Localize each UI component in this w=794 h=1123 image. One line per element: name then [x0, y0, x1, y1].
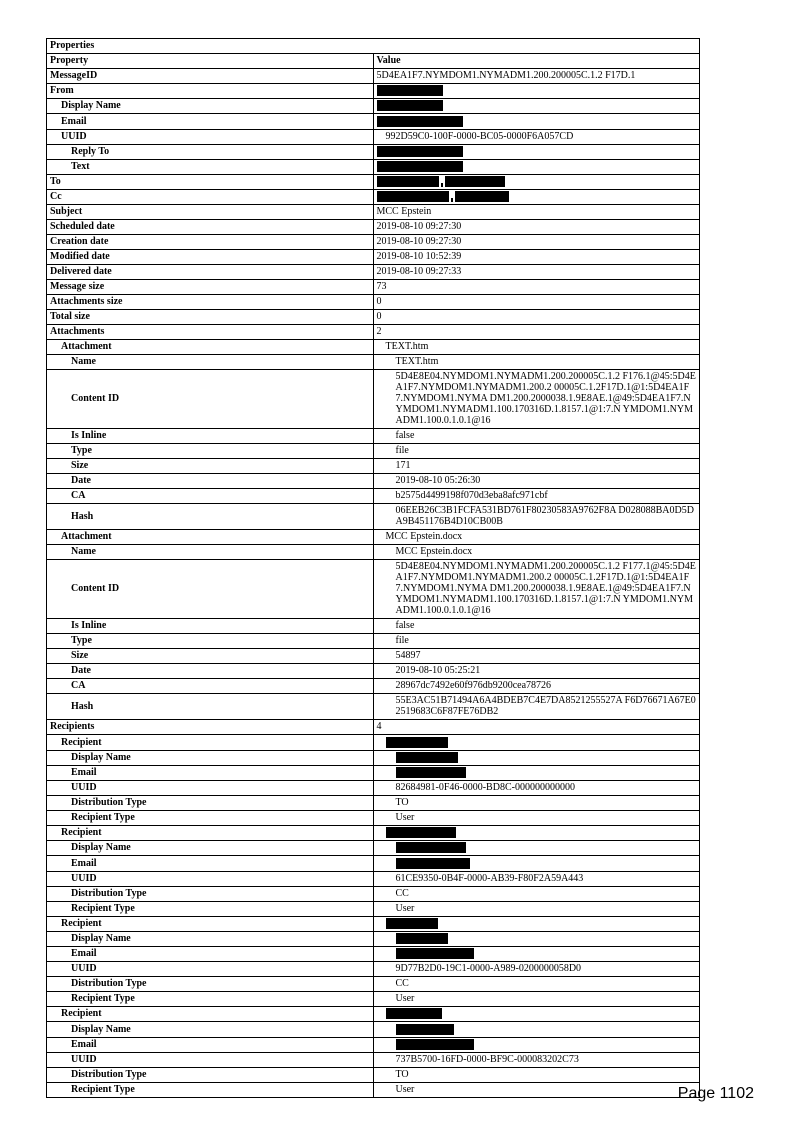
property-value: TEXT.htm: [373, 340, 700, 355]
property-key: Distribution Type: [47, 886, 374, 901]
property-row: [47, 871, 700, 886]
property-key: Attachments size: [47, 295, 374, 310]
property-value: b2575d4499198f070d3eba8afc971cbf: [373, 489, 700, 504]
property-row: [47, 1067, 700, 1082]
property-value: 5D4EA1F7.NYMDOM1.NYMADM1.200.200005C.1.2 F17D.1: [373, 69, 700, 84]
table-title-row: [47, 39, 700, 54]
property-value: 0: [373, 310, 700, 325]
property-value: 0: [373, 295, 700, 310]
property-value: [373, 826, 700, 841]
redaction-box: [396, 948, 474, 959]
property-value: 2019-08-10 10:52:39: [373, 250, 700, 265]
property-key: Email: [47, 114, 374, 129]
property-row: [47, 694, 700, 720]
redaction-box: [377, 176, 439, 187]
property-row: [47, 841, 700, 856]
separator-mark: [451, 198, 453, 202]
property-value: 06EEB26C3B1FCFA531BD761F80230583A9762F8A D028088BA0D5DA9B451176B4D10CB00B: [373, 504, 700, 530]
property-value: [373, 856, 700, 871]
property-key: UUID: [47, 129, 374, 144]
property-row: [47, 444, 700, 459]
property-key: Date: [47, 474, 374, 489]
property-key: Type: [47, 634, 374, 649]
property-value: [373, 84, 700, 99]
property-row: [47, 1007, 700, 1022]
property-row: [47, 679, 700, 694]
redaction-box: [386, 1008, 442, 1019]
property-key: Attachments: [47, 325, 374, 340]
property-key: UUID: [47, 962, 374, 977]
property-value: [373, 947, 700, 962]
property-value: [373, 1022, 700, 1037]
property-value: TEXT.htm: [373, 355, 700, 370]
property-row: [47, 916, 700, 931]
property-value: User: [373, 992, 700, 1007]
property-key: MessageID: [47, 69, 374, 84]
property-value: 28967dc7492e60f976db9200cea78726: [373, 679, 700, 694]
redaction-box: [396, 1039, 474, 1050]
property-key: Size: [47, 649, 374, 664]
property-row: [47, 649, 700, 664]
property-row: [47, 114, 700, 129]
column-header-value: Value: [373, 54, 700, 69]
property-row: [47, 504, 700, 530]
property-value: MCC Epstein.docx: [373, 545, 700, 560]
property-row: [47, 947, 700, 962]
property-key: Recipient Type: [47, 1082, 374, 1097]
property-value: MCC Epstein.docx: [373, 530, 700, 545]
redaction-box: [396, 858, 470, 869]
property-value: 171: [373, 459, 700, 474]
property-value: [373, 735, 700, 750]
redaction-box: [455, 191, 509, 202]
property-row: [47, 159, 700, 174]
separator-mark: [441, 183, 443, 187]
property-value: 5D4E8E04.NYMDOM1.NYMADM1.200.200005C.1.2 F177.1@45:5D4EA1F7.NYMDOM1.NYMADM1.200.2 00005C.1.2F17D.1@1:5D4EA1F7.NYMDOM1.NYMA DM1.200.2000038.1.9E8AE.1@49:5D4EA1F7.NYMDOM1.NYMADM1.100.170316D.1.8157.1@1:7.N YMDOM1.NYMADM1.100.0.1.0.1@16: [373, 560, 700, 619]
property-row: [47, 370, 700, 429]
properties-table: [46, 38, 700, 1098]
property-value: 55E3AC51B71494A6A4BDEB7C4E7DA8521255527A F6D76671A67E02519683C6F87FE76DB2: [373, 694, 700, 720]
property-key: Is Inline: [47, 619, 374, 634]
property-row: [47, 977, 700, 992]
property-key: Distribution Type: [47, 1067, 374, 1082]
property-key: Delivered date: [47, 265, 374, 280]
property-key: Display Name: [47, 841, 374, 856]
property-row: [47, 235, 700, 250]
property-value: 2: [373, 325, 700, 340]
column-header-property: Property: [47, 54, 374, 69]
property-key: Recipient: [47, 735, 374, 750]
property-key: Display Name: [47, 1022, 374, 1037]
property-row: [47, 992, 700, 1007]
property-value: 73: [373, 280, 700, 295]
property-row: [47, 1082, 700, 1097]
property-row: [47, 1052, 700, 1067]
property-row: [47, 190, 700, 205]
property-row: [47, 144, 700, 159]
property-value: 61CE9350-0B4F-0000-AB39-F80F2A59A443: [373, 871, 700, 886]
property-value: 5D4E8E04.NYMDOM1.NYMADM1.200.200005C.1.2 F176.1@45:5D4EA1F7.NYMDOM1.NYMADM1.200.2 00005C.1.2F17D.1@1:5D4EA1F7.NYMDOM1.NYMA DM1.200.2000038.1.9E8AE.1@49:5D4EA1F7.NYMDOM1.NYMADM1.100.170316D.1.8157.1@1:7.N YMDOM1.NYMADM1.100.0.1.0.1@16: [373, 370, 700, 429]
property-key: Name: [47, 355, 374, 370]
property-key: Hash: [47, 694, 374, 720]
property-value: 992D59C0-100F-0000-BC05-0000F6A057CD: [373, 129, 700, 144]
property-key: Name: [47, 545, 374, 560]
property-row: [47, 355, 700, 370]
redaction-box: [445, 176, 505, 187]
property-key: Distribution Type: [47, 977, 374, 992]
property-key: Modified date: [47, 250, 374, 265]
property-row: [47, 735, 700, 750]
property-key: Total size: [47, 310, 374, 325]
property-value: MCC Epstein: [373, 205, 700, 220]
property-row: [47, 310, 700, 325]
property-value: [373, 190, 700, 205]
table-header-row: [47, 54, 700, 69]
redaction-box: [386, 827, 456, 838]
property-row: [47, 664, 700, 679]
property-value: 82684981-0F46-0000-BD8C-000000000000: [373, 781, 700, 796]
property-key: Email: [47, 856, 374, 871]
property-value: User: [373, 901, 700, 916]
property-row: [47, 962, 700, 977]
property-key: Attachment: [47, 530, 374, 545]
property-value: 2019-08-10 05:25:21: [373, 664, 700, 679]
property-row: [47, 781, 700, 796]
property-key: Recipient: [47, 826, 374, 841]
property-key: UUID: [47, 1052, 374, 1067]
property-value: [373, 765, 700, 780]
property-row: [47, 340, 700, 355]
property-key: Scheduled date: [47, 220, 374, 235]
property-row: [47, 265, 700, 280]
property-row: [47, 796, 700, 811]
property-row: [47, 826, 700, 841]
property-key: Type: [47, 444, 374, 459]
property-value: false: [373, 619, 700, 634]
property-value: false: [373, 429, 700, 444]
property-key: Recipient Type: [47, 901, 374, 916]
redaction-box: [396, 1024, 454, 1035]
property-value: 2019-08-10 09:27:30: [373, 220, 700, 235]
property-key: Display Name: [47, 931, 374, 946]
property-key: CA: [47, 679, 374, 694]
property-key: From: [47, 84, 374, 99]
property-value: TO: [373, 796, 700, 811]
property-key: Text: [47, 159, 374, 174]
property-row: [47, 325, 700, 340]
redaction-box: [377, 161, 463, 172]
property-key: Date: [47, 664, 374, 679]
property-row: [47, 530, 700, 545]
property-key: Display Name: [47, 750, 374, 765]
property-row: [47, 1022, 700, 1037]
property-row: [47, 545, 700, 560]
property-row: [47, 175, 700, 190]
property-value: 2019-08-10 09:27:33: [373, 265, 700, 280]
property-key: Subject: [47, 205, 374, 220]
redaction-box: [377, 85, 443, 96]
redaction-box: [396, 933, 448, 944]
property-value: 2019-08-10 09:27:30: [373, 235, 700, 250]
property-row: [47, 99, 700, 114]
property-key: Display Name: [47, 99, 374, 114]
property-key: Creation date: [47, 235, 374, 250]
properties-table-body: [47, 39, 700, 1098]
property-row: [47, 429, 700, 444]
property-key: Recipients: [47, 720, 374, 735]
property-value: [373, 750, 700, 765]
property-key: Recipient: [47, 916, 374, 931]
property-value: 2019-08-10 05:26:30: [373, 474, 700, 489]
property-value: [373, 114, 700, 129]
property-value: CC: [373, 977, 700, 992]
property-key: Recipient Type: [47, 811, 374, 826]
redaction-box: [377, 146, 463, 157]
property-key: Distribution Type: [47, 796, 374, 811]
property-value: 9D77B2D0-19C1-0000-A989-0200000058D0: [373, 962, 700, 977]
property-key: Content ID: [47, 560, 374, 619]
property-row: [47, 560, 700, 619]
property-row: [47, 459, 700, 474]
property-key: UUID: [47, 781, 374, 796]
redaction-box: [377, 116, 463, 127]
property-key: Message size: [47, 280, 374, 295]
table-title: Properties: [47, 39, 700, 54]
property-value: [373, 916, 700, 931]
property-row: [47, 250, 700, 265]
redaction-box: [377, 100, 443, 111]
property-row: [47, 280, 700, 295]
page-number: Page 1102: [677, 1085, 754, 1102]
property-key: Content ID: [47, 370, 374, 429]
property-row: [47, 474, 700, 489]
property-value: file: [373, 634, 700, 649]
property-row: [47, 811, 700, 826]
property-row: [47, 886, 700, 901]
property-key: Email: [47, 947, 374, 962]
property-key: Hash: [47, 504, 374, 530]
property-key: Attachment: [47, 340, 374, 355]
property-row: [47, 856, 700, 871]
property-row: [47, 489, 700, 504]
property-row: [47, 220, 700, 235]
property-value: [373, 159, 700, 174]
redaction-box: [377, 191, 449, 202]
property-row: [47, 720, 700, 735]
redaction-box: [396, 842, 466, 853]
property-value: [373, 841, 700, 856]
property-value: 737B5700-16FD-0000-BF9C-000083202C73: [373, 1052, 700, 1067]
property-key: Email: [47, 765, 374, 780]
property-row: [47, 129, 700, 144]
property-value: 54897: [373, 649, 700, 664]
property-key: Reply To: [47, 144, 374, 159]
property-key: Recipient: [47, 1007, 374, 1022]
property-row: [47, 84, 700, 99]
redaction-box: [386, 737, 448, 748]
property-key: Email: [47, 1037, 374, 1052]
property-row: [47, 205, 700, 220]
property-value: [373, 99, 700, 114]
property-key: CA: [47, 489, 374, 504]
property-row: [47, 750, 700, 765]
property-key: UUID: [47, 871, 374, 886]
redaction-box: [396, 752, 458, 763]
property-value: CC: [373, 886, 700, 901]
property-value: User: [373, 1082, 700, 1097]
property-row: [47, 634, 700, 649]
property-value: file: [373, 444, 700, 459]
property-value: [373, 1037, 700, 1052]
property-value: 4: [373, 720, 700, 735]
property-row: [47, 69, 700, 84]
property-value: User: [373, 811, 700, 826]
property-key: To: [47, 175, 374, 190]
property-row: [47, 1037, 700, 1052]
property-key: Is Inline: [47, 429, 374, 444]
property-value: [373, 175, 700, 190]
property-row: [47, 931, 700, 946]
property-key: Size: [47, 459, 374, 474]
property-value: [373, 931, 700, 946]
property-value: [373, 1007, 700, 1022]
property-value: TO: [373, 1067, 700, 1082]
property-row: [47, 619, 700, 634]
property-row: [47, 901, 700, 916]
property-row: [47, 295, 700, 310]
redaction-box: [396, 767, 466, 778]
property-value: [373, 144, 700, 159]
property-key: Cc: [47, 190, 374, 205]
redaction-box: [386, 918, 438, 929]
property-row: [47, 765, 700, 780]
property-key: Recipient Type: [47, 992, 374, 1007]
